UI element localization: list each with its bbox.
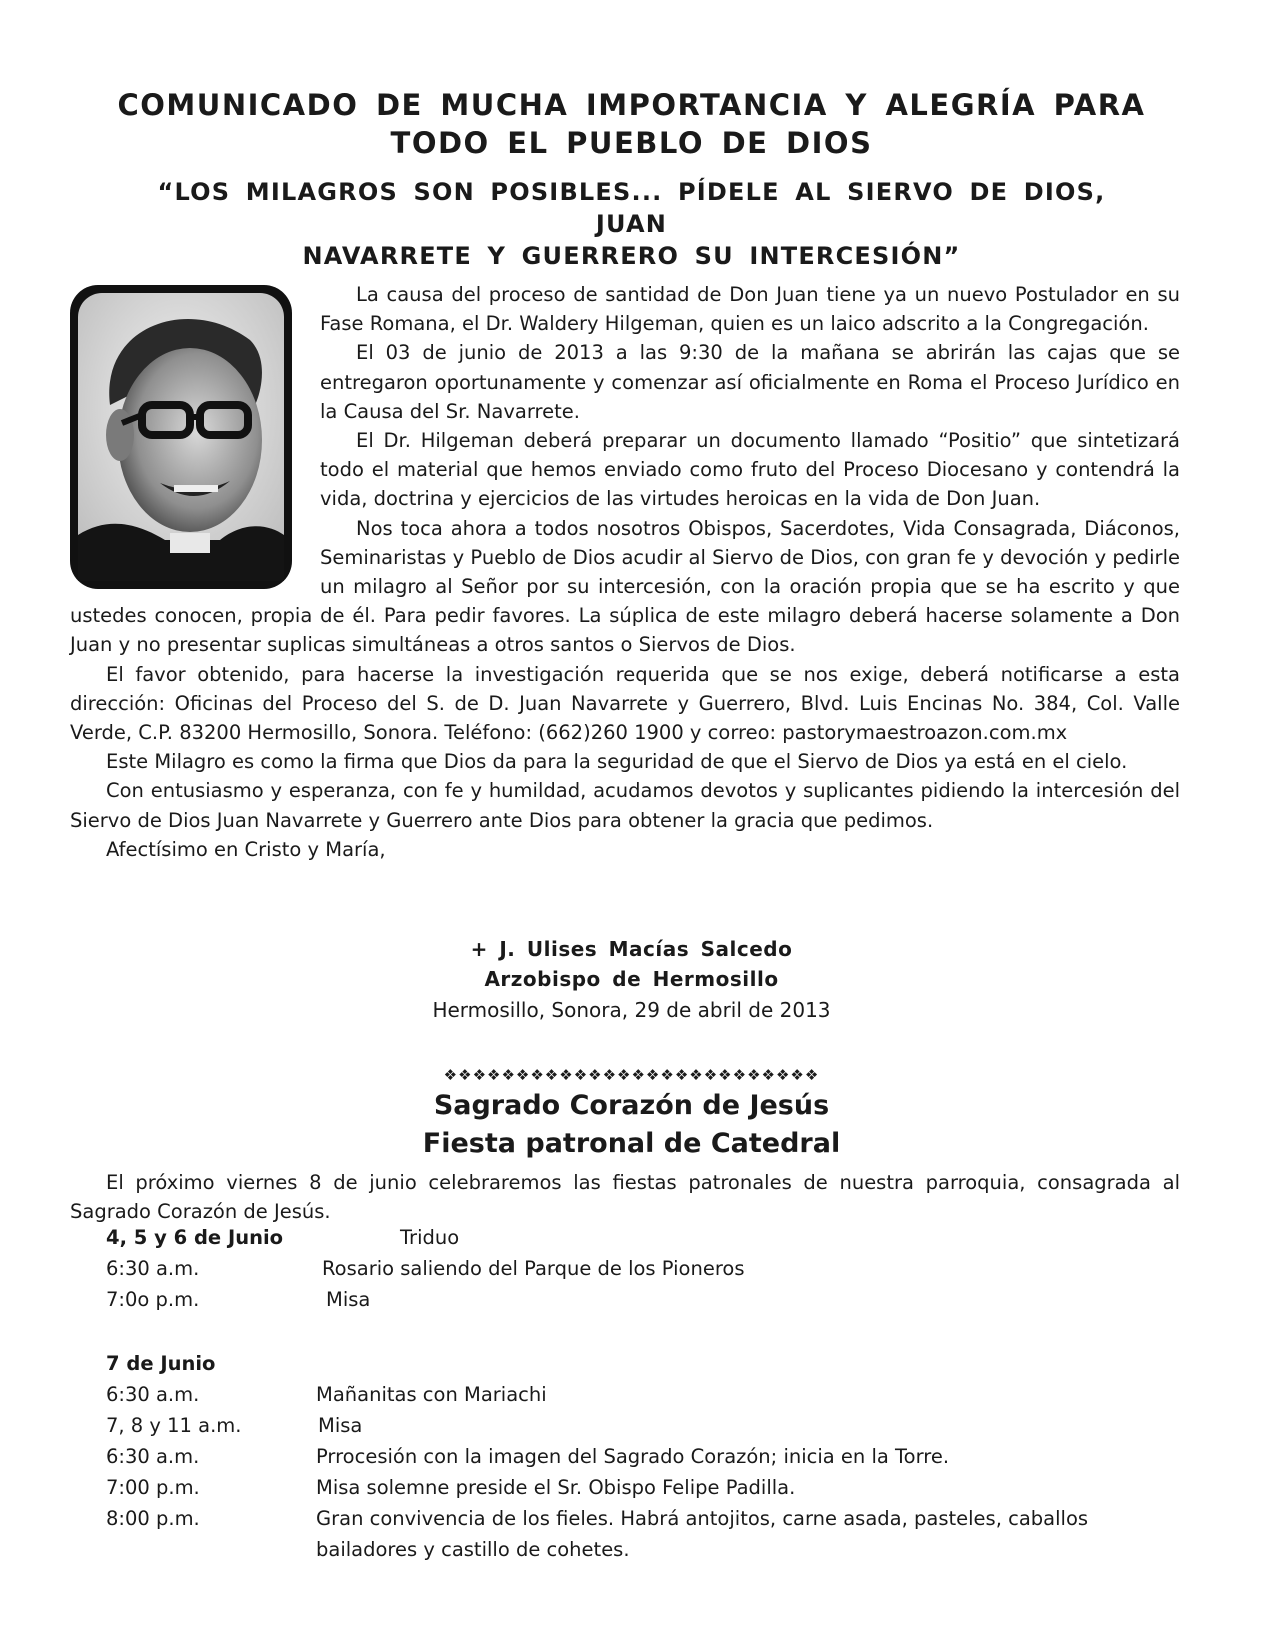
paragraph: El Dr. Hilgeman deberá preparar un documento llamado “Positio” que sintetizará todo el material que hemos enviado como fruto del Proceso Diocesano y contendrá la vida, doctrina y ejercicios de las virtudes heroicas en la vida de Don Juan. bbox=[320, 429, 1180, 511]
schedule-heading: 7 de Junio bbox=[106, 1352, 216, 1375]
paragraph: El favor obtenido, para hacerse la investigación requerida que se nos exige, deberá notificarse a esta dirección: Oficinas del Proceso del S. de D. Juan Navarrete y Guerrero, Blvd. Luis Encinas No. 384, Col. Valle Verde, C.P. 83200 Hermosillo, Sonora. Teléfono: (662)260 1900 y correo: pastorymaestroazon.com.mx bbox=[70, 662, 1180, 745]
paragraph: Con entusiasmo y esperanza, con fe y humildad, acudamos devotos y suplicantes pidiendo la intercesión del Siervo de Dios Juan Navarrete y Guerrero ante Dios para obtener la gracia que pedimos. bbox=[70, 779, 1180, 832]
paragraph: El 03 de junio de 2013 a las 9:30 de la mañana se abrirán las cajas que se entregaron oportunamente y comenzar así oficialmente en Roma el Proceso Jurídico en la Causa del Sr. Navarrete. bbox=[320, 341, 1180, 423]
subtitle bbox=[130, 176, 1133, 272]
signature-name: + J. Ulises Macías Salcedo bbox=[470, 937, 793, 961]
letter-body bbox=[70, 280, 1180, 864]
schedule-event: Misa bbox=[318, 1414, 363, 1437]
paragraph: Afectísimo en Cristo y María, bbox=[106, 837, 386, 861]
subtitle-line-1: “LOS MILAGROS SON POSIBLES... PÍDELE AL SIERVO DE DIOS, JUAN bbox=[157, 178, 1106, 238]
paragraph: Este Milagro es como la firma que Dios da para la seguridad de que el Siervo de Dios ya está en el cielo. bbox=[106, 750, 1128, 774]
schedule-time: 7:00 p.m. bbox=[106, 1476, 200, 1499]
paragraph: La causa del proceso de santidad de Don Juan tiene ya un nuevo Postulador en su Fase Romana, el Dr. Waldery Hilgeman, quien es un laico adscrito a la Congregación. bbox=[320, 283, 1180, 336]
section-title-1: Sagrado Corazón de Jesús bbox=[433, 1090, 830, 1121]
schedule-event-continued: bailadores y castillo de cohetes. bbox=[316, 1538, 630, 1561]
paragraph: Nos toca ahora a todos nosotros Obispos, Sacerdotes, Vida Consagrada, Diáconos, Seminaristas y Pueblo de Dios acudir al Siervo de Dios, con gran fe y devoción y pedirle un milagro al Señor por su intercesión, con la oración propia que se ha escrito y que ustedes conocen, propia de él. Para pedir favores. La súplica de este milagro deberá hacerse solamente a Don Juan y no presentar suplicas simultáneas a otros santos o Siervos de Dios. bbox=[70, 516, 1180, 657]
subtitle-line-2: NAVARRETE Y GUERRERO SU INTERCESIÓN” bbox=[302, 242, 961, 270]
section-title-2: Fiesta patronal de Catedral bbox=[422, 1128, 841, 1159]
signature-place-date: Hermosillo, Sonora, 29 de abril de 2013 bbox=[432, 998, 831, 1022]
main-title bbox=[100, 86, 1163, 162]
schedule-heading-note: Triduo bbox=[400, 1226, 460, 1249]
schedule-time: 8:00 p.m. bbox=[106, 1507, 200, 1530]
main-title-line-2: TODO EL PUEBLO DE DIOS bbox=[390, 126, 873, 160]
schedule-event: Rosario saliendo del Parque de los Pioneros bbox=[322, 1257, 745, 1280]
schedule-event: Misa bbox=[326, 1288, 371, 1311]
schedule-event: Mañanitas con Mariachi bbox=[316, 1383, 547, 1406]
signature-role: Arzobispo de Hermosillo bbox=[484, 967, 779, 991]
schedule-time: 6:30 a.m. bbox=[106, 1383, 200, 1406]
schedule-time: 7, 8 y 11 a.m. bbox=[106, 1414, 242, 1437]
schedule-time: 6:30 a.m. bbox=[106, 1257, 200, 1280]
schedule-heading: 4, 5 y 6 de Junio bbox=[106, 1226, 284, 1249]
ornament-divider: ❖❖❖❖❖❖❖❖❖❖❖❖❖❖❖❖❖❖❖❖❖❖❖❖❖❖ bbox=[443, 1066, 820, 1084]
schedule-time: 6:30 a.m. bbox=[106, 1445, 200, 1468]
schedule-event: Misa solemne preside el Sr. Obispo Felipe Padilla. bbox=[316, 1476, 796, 1499]
schedule-time: 7:0o p.m. bbox=[106, 1288, 200, 1311]
section-intro: El próximo viernes 8 de junio celebraremos las fiestas patronales de nuestra parroquia, consagrada al Sagrado Corazón de Jesús. bbox=[70, 1171, 1180, 1223]
main-title-line-1: COMUNICADO DE MUCHA IMPORTANCIA Y ALEGRÍA PARA bbox=[117, 88, 1146, 122]
schedule-event: Gran convivencia de los fieles. Habrá antojitos, carne asada, pasteles, caballos bbox=[316, 1507, 1089, 1530]
schedule-event: Prrocesión con la imagen del Sagrado Corazón; inicia en la Torre. bbox=[316, 1445, 950, 1468]
